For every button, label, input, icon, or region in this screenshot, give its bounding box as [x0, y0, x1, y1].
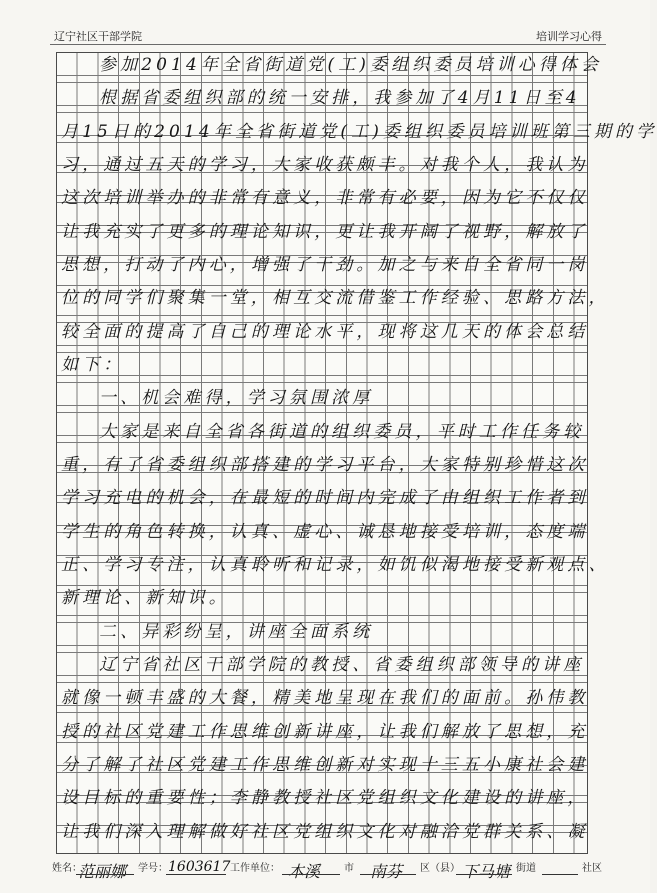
handwritten-line: 重，有了省委组织部搭建的学习平台，大家特别珍惜这次: [61, 455, 589, 475]
name-underline: [76, 874, 134, 875]
handwritten-line: 授的社区党建工作思维创新讲座，让我们解放了思想，充: [61, 721, 589, 742]
city-suffix: 市: [344, 863, 354, 874]
student-info-footer: [52, 855, 612, 881]
handwritten-line: 一、机会难得，学习氛围浓厚: [99, 388, 374, 409]
handwritten-line: 让我们深入理解做好社区党组织文化对融洽党群关系、凝: [61, 821, 589, 842]
handwritten-line: 习，通过五天的学习，大家收获颇丰。对我个人，我认为: [61, 155, 589, 175]
handwritten-line: 正、学习专注，认真聆听和记录，如饥似渴地接受新观点、: [61, 555, 610, 575]
handwritten-line: 设目标的重要性；李静教授社区党组织文化建设的讲座，: [61, 788, 589, 809]
header-doc-title: 培训学习心得: [536, 30, 602, 43]
handwritten-line: 二、异彩纷呈，讲座全面系统: [99, 621, 374, 642]
name-label: 姓名：: [52, 863, 82, 874]
district-underline: [360, 874, 416, 875]
student-id-value: 1603617: [168, 859, 231, 875]
work-unit-label: 工作单位：: [230, 863, 280, 874]
handwritten-line: 较全面的提高了自己的理论水平，现将这几天的体会总结: [61, 321, 589, 342]
handwritten-line: 学生的角色转换，认真、虚心、诚恳地接受培训，态度端: [61, 521, 589, 542]
handwritten-line: 辽宁省社区干部学院的教授、省委组织部领导的讲座: [99, 655, 585, 675]
handwritten-line: 就像一顿丰盛的大餐，精美地呈现在我们的面前。孙伟教: [61, 688, 589, 709]
handwritten-line: 思想，打动了内心，增强了干劲。加之与来自全省同一岗: [61, 255, 589, 275]
name-value: 范丽娜: [78, 862, 127, 881]
student-id-label: 学号：: [138, 863, 168, 874]
city-underline: [282, 874, 340, 875]
street-underline: [456, 874, 512, 875]
header-divider: [50, 44, 606, 45]
handwritten-line: 月15日的2014年全省街道党(工)委组织委员培训班第三期的学: [61, 121, 657, 142]
student-id-underline: [166, 874, 226, 875]
handwritten-line: 学习充电的机会，在最短的时间内完成了由组织工作者到: [61, 488, 589, 509]
community-underline: [542, 874, 578, 875]
district-suffix: 区（县）: [420, 863, 460, 874]
handwritten-line: 根据省委组织部的统一安排，我参加了4月11日至4: [99, 88, 581, 109]
handwritten-line: 新理论、新知识。: [61, 588, 230, 609]
handwritten-line: 大家是来自全省各街道的组织委员，平时工作任务较: [99, 421, 585, 442]
district-value: 南芬: [370, 862, 403, 881]
handwritten-line: 如下：: [61, 355, 125, 375]
writing-grid: [56, 52, 657, 854]
street-suffix: 街道: [516, 863, 536, 874]
handwritten-line: 这次培训举办的非常有意义，非常有必要，因为它不仅仅: [61, 188, 589, 209]
handwritten-text-body: [57, 53, 657, 853]
header-school-name: 辽宁社区干部学院: [54, 30, 142, 43]
street-value: 下马塘: [462, 862, 511, 881]
city-value: 本溪: [288, 862, 321, 881]
handwritten-line: 分了解了社区党建工作思维创新对实现十三五小康社会建: [61, 755, 589, 775]
handwritten-line: 位的同学们聚集一堂，相互交流借鉴工作经验、思路方法，: [61, 288, 610, 309]
community-suffix: 社区: [582, 863, 602, 874]
handwritten-line: 参加2014年全省街道党(工)委组织委员培训心得体会: [99, 55, 603, 75]
handwritten-line: 让我充实了更多的理论知识，更让我开阔了视野，解放了: [61, 221, 589, 242]
